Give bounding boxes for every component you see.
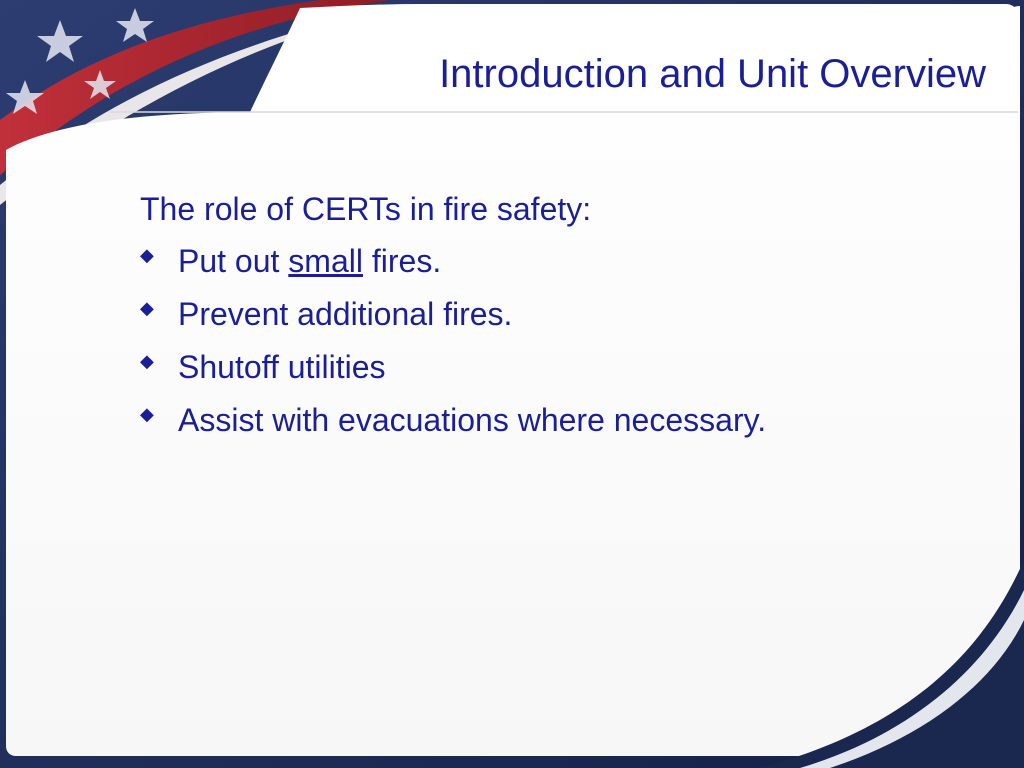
diamond-bullet-icon: ◆ (140, 404, 154, 424)
bullet-text-before: Put out (178, 243, 289, 279)
bullet-item-prevent-additional-fires (140, 293, 940, 335)
bullet-item-put-out-small-fires (140, 240, 940, 282)
slide-body (140, 188, 940, 452)
diamond-bullet-icon: ◆ (140, 351, 154, 371)
diamond-bullet-icon: ◆ (140, 245, 154, 265)
bullet-text-emphasis: small (288, 243, 363, 279)
bullet-list (140, 240, 940, 441)
bullet-text: Assist with evacuations where necessary. (178, 402, 767, 438)
diamond-bullet-icon: ◆ (140, 298, 154, 318)
slide-title: Introduction and Unit Overview (439, 52, 986, 96)
bullet-text (178, 240, 441, 282)
bullet-item-assist-with-evacuations (140, 399, 940, 441)
intro-text: The role of CERTs in fire safety: (140, 191, 592, 227)
bullet-text-after: fires. (362, 243, 442, 279)
bullet-text: Prevent additional fires. (178, 296, 513, 332)
bullet-text: Shutoff utilities (178, 349, 386, 385)
bullet-item-shutoff-utilities (140, 346, 940, 388)
